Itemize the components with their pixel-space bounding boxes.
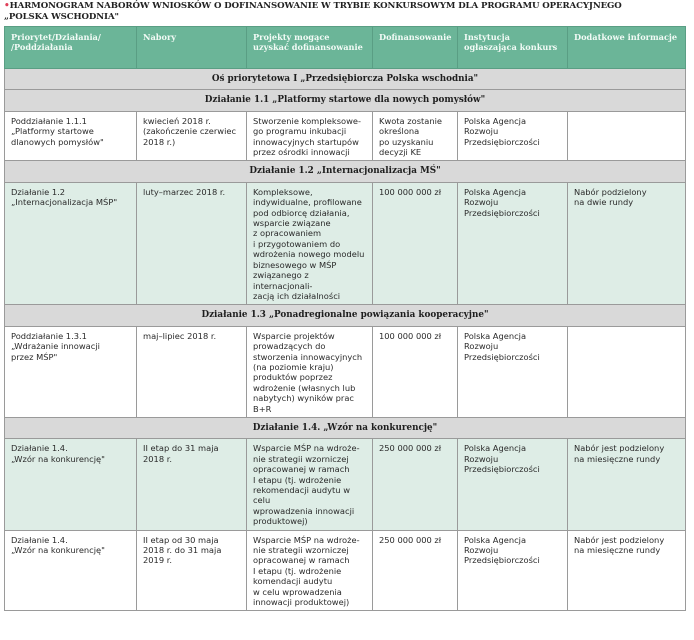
cell-dodatkowe bbox=[568, 326, 686, 417]
section-label: Działanie 1.2 „Internacjonalizacja MŚ" bbox=[5, 161, 686, 182]
cell-nabory: II etap do 31 maja 2018 r. bbox=[137, 439, 247, 530]
section-label: Działanie 1.3 „Ponadregionalne powiązania kooperacyjne" bbox=[5, 305, 686, 326]
table-header-row bbox=[5, 27, 686, 69]
cell-nabory: maj–lipiec 2018 r. bbox=[137, 326, 247, 417]
cell-instytucja: Polska Agencja Rozwoju Przedsiębiorczości bbox=[458, 182, 568, 304]
cell-dodatkowe: Nabór jest podzielony na miesięczne rundy bbox=[568, 439, 686, 530]
cell-projekty: Wsparcie MŚP na wdroże- nie strategii wzorniczej opracowanej w ramach I etapu (tj. wdrożenie komendacji audytu w celu wprowadzenia innowacji produktowej) bbox=[247, 530, 373, 611]
cell-nabory: kwiecień 2018 r. (zakończenie czerwiec 2018 r.) bbox=[137, 111, 247, 161]
cell-instytucja: Polska Agencja Rozwoju Przedsiębiorczości bbox=[458, 111, 568, 161]
title-bullet-icon: • bbox=[4, 1, 10, 11]
section-label: Działanie 1.1 „Platformy startowe dla nowych pomysłów" bbox=[5, 90, 686, 111]
table-row bbox=[5, 439, 686, 530]
header-dofinansowanie: Dofinansowanie bbox=[373, 27, 458, 69]
title-line-1: HARMONOGRAM NABORÓW WNIOSKÓW O DOFINANSOWANIE W TRYBIE KONKURSOWYM DLA PROGRAMU OPERACYJNEGO bbox=[9, 1, 622, 11]
header-projekty: Projekty mogące uzyskać dofinansowanie bbox=[247, 27, 373, 69]
cell-dofinansowanie: 250 000 000 zł bbox=[373, 439, 458, 530]
cell-priorytet: Działanie 1.4. „Wzór na konkurencję" bbox=[5, 439, 137, 530]
cell-projekty: Kompleksowe, indywidualne, profilowane pod odbiorcę działania, wsparcie związane z opracowaniem i przygotowaniem do wdrożenia nowego modelu biznesowego w MŚP związanego z internacjonali- zacją ich działalności bbox=[247, 182, 373, 304]
cell-dofinansowanie: 100 000 000 zł bbox=[373, 326, 458, 417]
header-dodatkowe: Dodatkowe informacje bbox=[568, 27, 686, 69]
section-row bbox=[5, 90, 686, 111]
cell-dodatkowe: Nabór jest podzielony na miesięczne rundy bbox=[568, 530, 686, 611]
table-row bbox=[5, 326, 686, 417]
cell-dofinansowanie: 100 000 000 zł bbox=[373, 182, 458, 304]
cell-projekty: Stworzenie kompleksowe- go programu inkubacji innowacyjnych startupów przez ośrodki innowacji bbox=[247, 111, 373, 161]
table-row bbox=[5, 182, 686, 304]
cell-priorytet: Poddziałanie 1.1.1 „Platformy startowe dlanowych pomysłów" bbox=[5, 111, 137, 161]
section-row bbox=[5, 69, 686, 90]
cell-dodatkowe bbox=[568, 111, 686, 161]
cell-instytucja: Polska Agencja Rozwoju Przedsiębiorczości bbox=[458, 326, 568, 417]
cell-priorytet: Działanie 1.4. „Wzór na konkurencję" bbox=[5, 530, 137, 611]
section-row bbox=[5, 161, 686, 182]
cell-instytucja: Polska Agencja Rozwoju Przedsiębiorczości bbox=[458, 439, 568, 530]
section-row bbox=[5, 305, 686, 326]
section-label: Działanie 1.4. „Wzór na konkurencję" bbox=[5, 417, 686, 438]
section-label: Oś priorytetowa I „Przedsiębiorcza Polska wschodnia" bbox=[5, 69, 686, 90]
table-row bbox=[5, 111, 686, 161]
header-priorytet: Priorytet/Działania/ /Poddziałania bbox=[5, 27, 137, 69]
header-nabory: Nabory bbox=[137, 27, 247, 69]
schedule-table bbox=[4, 26, 686, 611]
section-row bbox=[5, 417, 686, 438]
document-title bbox=[4, 1, 694, 22]
cell-projekty: Wsparcie projektów prowadzących do stworzenia innowacyjnych (na poziomie kraju) produktów poprzez wdrożenie (własnych lub nabytych) wyników prac B+R bbox=[247, 326, 373, 417]
cell-dofinansowanie: Kwota zostanie określona po uzyskaniu decyzji KE bbox=[373, 111, 458, 161]
cell-priorytet: Poddziałanie 1.3.1 „Wdrażanie innowacji przez MŚP" bbox=[5, 326, 137, 417]
table-row bbox=[5, 530, 686, 611]
title-line-2: „POLSKA WSCHODNIA" bbox=[4, 11, 119, 22]
cell-dofinansowanie: 250 000 000 zł bbox=[373, 530, 458, 611]
cell-nabory: luty–marzec 2018 r. bbox=[137, 182, 247, 304]
cell-instytucja: Polska Agencja Rozwoju Przedsiębiorczości bbox=[458, 530, 568, 611]
cell-nabory: II etap od 30 maja 2018 r. do 31 maja 2019 r. bbox=[137, 530, 247, 611]
cell-projekty: Wsparcie MŚP na wdroże- nie strategii wzorniczej opracowanej w ramach I etapu (tj. wdrożenie rekomendacji audytu w celu wprowadzenia innowacji produktowej) bbox=[247, 439, 373, 530]
header-instytucja: Instytucja ogłaszająca konkurs bbox=[458, 27, 568, 69]
cell-dodatkowe: Nabór podzielony na dwie rundy bbox=[568, 182, 686, 304]
cell-priorytet: Działanie 1.2 „Internacjonalizacja MŚP" bbox=[5, 182, 137, 304]
